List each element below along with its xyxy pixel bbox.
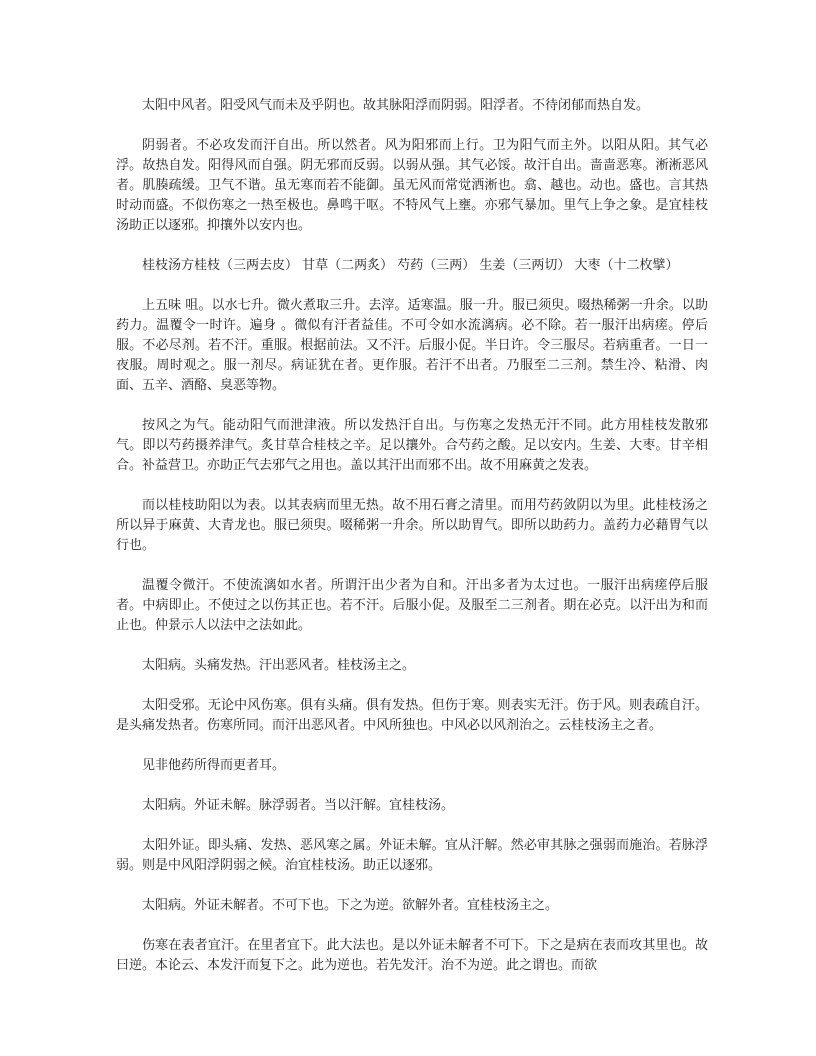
paragraph-formula: 桂枝汤方桂枝（三两去皮） 甘草（二两炙） 芍药（三两） 生姜（三两切） 大枣（十二枚擘）	[142, 258, 679, 273]
paragraph-9: 太阳受邪。无论中风伤寒。俱有头痛。俱有发热。但伤于寒。则表实无汗。伤于风。则表疏自汗。是头痛发热者。伤寒所同。而汗出恶风者。中风所独也。中风必以风剂治之。云桂枝汤主之者。	[116, 698, 708, 733]
paragraph-10: 见非他药所得而更者耳。	[142, 758, 286, 773]
paragraph-11: 太阳病。外证未解。脉浮弱者。当以汗解。宜桂枝汤。	[142, 798, 455, 813]
paragraph-5: 按风之为气。能动阳气而泄津液。所以发热汗自出。与伤寒之发热无汗不同。此方用桂枝发散邪气。即以芍药摄养津气。炙甘草合桂枝之辛。足以攘外。合芍药之酸。足以安内。生姜、大枣。甘辛相合。补益营卫。亦助正气去邪气之用也。盖以其汗出而邪不出。故不用麻黄之发表。	[116, 418, 708, 473]
paragraph-6: 而以桂枝助阳以为表。以其表病而里无热。故不用石膏之清里。而用芍药敛阴以为里。此桂枝汤之所以异于麻黄、大青龙也。服已须臾。啜稀粥一升余。所以助胃气。即所以助药力。盖药力必藉胃气以行也。	[116, 498, 708, 553]
paragraph-preparation: 上五味 咀。以水七升。微火煮取三升。去滓。适寒温。服一升。服已须臾。啜热稀粥一升余。以助药力。温覆令一时许。遍身 。微似有汗者益佳。不可令如水流漓病。必不除。若一服汗出病瘥。停后服。不必尽剂。若不汗。重服。根据前法。又不汗。后服小促。半日许。令三服尽。若病重者。一日一夜服。周时观之。服一剂尽。病证犹在者。更作服。若汗不出者。乃服至二三剂。禁生冷、粘滑、肉面、五辛、酒酪、臭恶等物。	[116, 298, 708, 393]
paragraph-14: 伤寒在表者宜汗。在里者宜下。此大法也。是以外证未解者不可下。下之是病在表而攻其里也。故曰逆。本论云、本发汗而复下之。此为逆也。若先发汗。治不为逆。此之谓也。而欲	[116, 938, 708, 973]
paragraph-8: 太阳病。头痛发热。汗出恶风者。桂枝汤主之。	[142, 658, 416, 673]
paragraph-7: 温覆令微汗。不使流漓如水者。所谓汗出少者为自和。汗出多者为太过也。一服汗出病瘥停后服者。中病即止。不使过之以伤其正也。若不汗。后服小促。及服至二三剂者。期在必克。以汗出为和而止也。仲景示人以法中之法如此。	[116, 578, 708, 633]
paragraph-2: 阴弱者。不必攻发而汗自出。所以然者。风为阳邪而上行。卫为阳气而主外。以阳从阳。其气必浮。故热自发。阳得风而自强。阴无邪而反弱。以弱从强。其气必馁。故汗自出。啬啬恶寒。淅淅恶风者。肌腠疏缓。卫气不谐。虽无寒而若不能御。虽无风而常觉洒淅也。翕、越也。动也。盛也。言其热时动而盛。不似伤寒之一热至极也。鼻鸣干呕。不特风气上壅。亦邪气暴加。里气上争之象。是宜桂枝汤助正以逐邪。抑攘外以安内也。	[116, 138, 708, 233]
paragraph-13: 太阳病。外证未解者。不可下也。下之为逆。欲解外者。宜桂枝汤主之。	[142, 898, 559, 913]
paragraph-12: 太阳外证。即头痛、发热、恶风寒之属。外证未解。宜从汗解。然必审其脉之强弱而施治。若脉浮弱。则是中风阳浮阴弱之候。治宜桂枝汤。助正以逐邪。	[116, 838, 708, 873]
paragraph-1: 太阳中风者。阳受风气而未及乎阴也。故其脉阳浮而阴弱。阳浮者。不待闭郁而热自发。	[142, 98, 650, 113]
